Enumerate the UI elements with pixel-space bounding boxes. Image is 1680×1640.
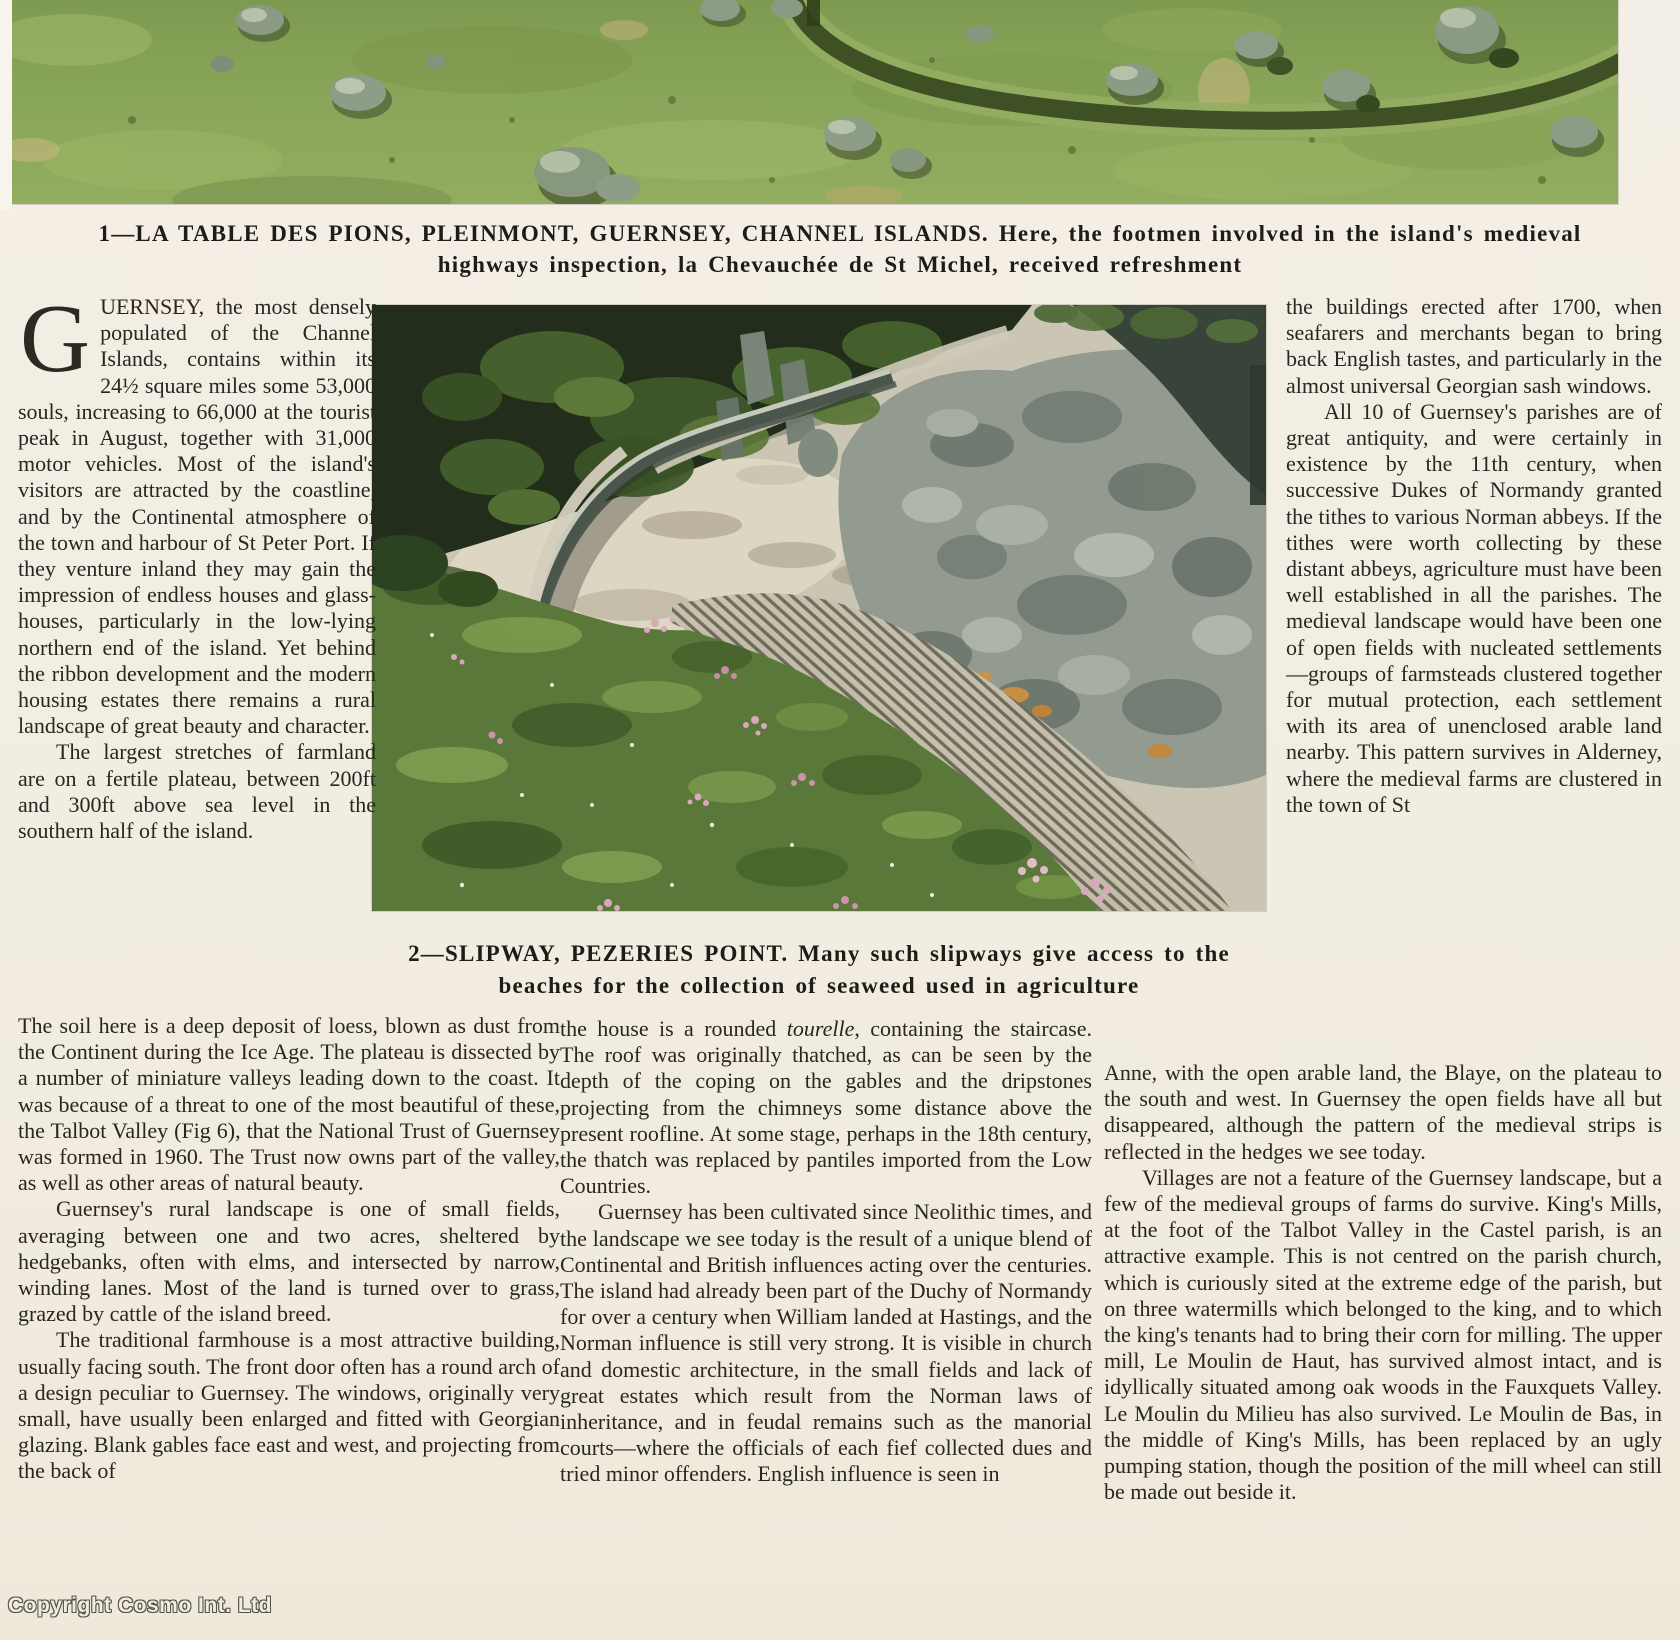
drop-cap: G [20,285,91,392]
figure-2-caption-line2: beaches for the collection of seaweed used in agriculture [498,973,1140,998]
left-column-narrow [18,285,376,844]
right-column-narrow [1286,294,1662,818]
paragraph: All 10 of Guernsey's parishes are of great antiquity, and were certainly in existence by the 11th century, when successive Dukes of Normandy granted the tithes to various Norman abbeys. If the tithes were worth collecting by these distant abbeys, agriculture must have been well established in all the parishes. The medieval landscape would have been one of open fields with nucleated settlements—groups of farmsteads clustered together for mutual protection, each settlement with its area of unenclosed arable land nearby. This pattern survives in Alderney, where the medieval farms are clustered in the town of St [1286,398,1662,817]
figure-1-photo [12,0,1618,204]
scan-edge [0,0,12,210]
figure-1-caption-line1: 1—LA TABLE DES PIONS, PLEINMONT, GUERNSEY, CHANNEL ISLANDS. Here, the footmen involved in the island's medieval [98,221,1582,246]
paragraph: Guernsey's rural landscape is one of small fields, averaging between one and two acres, sheltered by hedgebanks, often with elms, and intersected by narrow, winding lanes. Most of the land is turned over to grass, grazed by cattle of the island breed. [18,1196,560,1327]
figure-2-photo [372,305,1266,911]
figure-1-caption [30,218,1650,280]
field-with-boulders-illustration [12,0,1618,204]
italic-term: tourelle [786,1016,855,1041]
paragraph: the house is a rounded tourelle, containing the staircase. The roof was originally thatched, as can be seen by the depth of the coping on the gables and the dripstones projecting from the chimneys some distance above the present roofline. At some stage, perhaps in the 18th century, the thatch was replaced by pantiles imported from the Low Countries. [560,1016,1093,1199]
right-column-wide [1104,1060,1662,1505]
left-column-wide [18,1013,560,1485]
paragraph: Guernsey has been cultivated since Neolithic times, and the landscape we see today is the result of a unique blend of Continental and British influences acting over the centuries. The island had already been part of the Duchy of Normandy for over a century when William landed at Hastings, and the Norman influence is still very strong. It is visible in church and domestic architecture, in the small fields and lack of great estates which result from the Norman laws of inheritance, and in feudal remains such as the manorial courts—where the officials of each fief collected dues and tried minor offenders. English influence is seen in [560,1199,1092,1487]
paragraph: The traditional farmhouse is a most attractive building, usually facing south. The front door often has a round arch of a design peculiar to Guernsey. The windows, originally very small, have usually been enlarged and fitted with Georgian glazing. Blank gables face east and west, and projecting from the back of [18,1327,560,1484]
middle-column [560,1016,1092,1488]
figure-2-caption-line1: 2—SLIPWAY, PEZERIES POINT. Many such slipways give access to the [408,941,1230,966]
paragraph: The soil here is a deep deposit of loess, blown as dust from the Continent during the Ice Age. The plateau is dissected by a number of miniature valleys leading down to the coast. It was because of a threat to one of the most beautiful of these, the Talbot Valley (Fig 6), that the National Trust of Guernsey was formed in 1960. The Trust now owns part of the valley, as well as other areas of natural beauty. [18,1013,560,1196]
paragraph: Villages are not a feature of the Guernsey landscape, but a few of the medieval groups of farms do survive. King's Mills, at the foot of the Talbot Valley in the Castel parish, is an attractive example. This is not centred on the parish church, which is curiously sited at the extreme edge of the parish, but on three watermills which belonged to the king, and to which the king's tenants had to bring their corn for milling. The upper mill, Le Moulin de Haut, has survived almost intact, and is idyllically situated among oak woods in the Fauxquets Valley. Le Moulin du Milieu has also survived. Le Moulin de Bas, in the middle of King's Mills, has been replaced by an ugly pumping station, though the position of the mill wheel can still be made out beside it. [1104,1164,1662,1505]
figure-1-caption-line2: highways inspection, la Chevauchée de St Michel, received refreshment [437,252,1243,277]
paragraph: Anne, with the open arable land, the Blaye, on the plateau to the south and west. In Guernsey the open fields have all but disappeared, although the pattern of the medieval strips is reflected in the hedges we see today. [1104,1060,1662,1164]
paragraph: The largest stretches of farmland are on a fertile plateau, between 200ft and 300ft above sea level in the southern half of the island. [18,739,376,844]
paragraph: the buildings erected after 1700, when seafarers and merchants began to bring back English tastes, and particularly in the almost universal Georgian sash windows. [1286,294,1662,398]
copyright-watermark: Copyright Cosmo Int. Ltd [8,1594,272,1617]
slipway-cove-illustration [372,305,1266,911]
figure-2-caption [372,938,1266,1002]
paragraph: GUERNSEY, the most densely populated of the Channel Islands, contains within its 24½ square miles some 53,000 souls, increasing to 66,000 at the tourist peak in August, together with 31,000 motor vehicles. Most of the island's visitors are attracted by the coastline, and by the Continental atmosphere of the town and harbour of St Peter Port. If they venture inland they may gain the impression of endless houses and glass-houses, particularly in the low-lying northern end of the island. Yet behind the ribbon development and the modern housing estates there remains a rural landscape of great beauty and character. [18,285,376,739]
